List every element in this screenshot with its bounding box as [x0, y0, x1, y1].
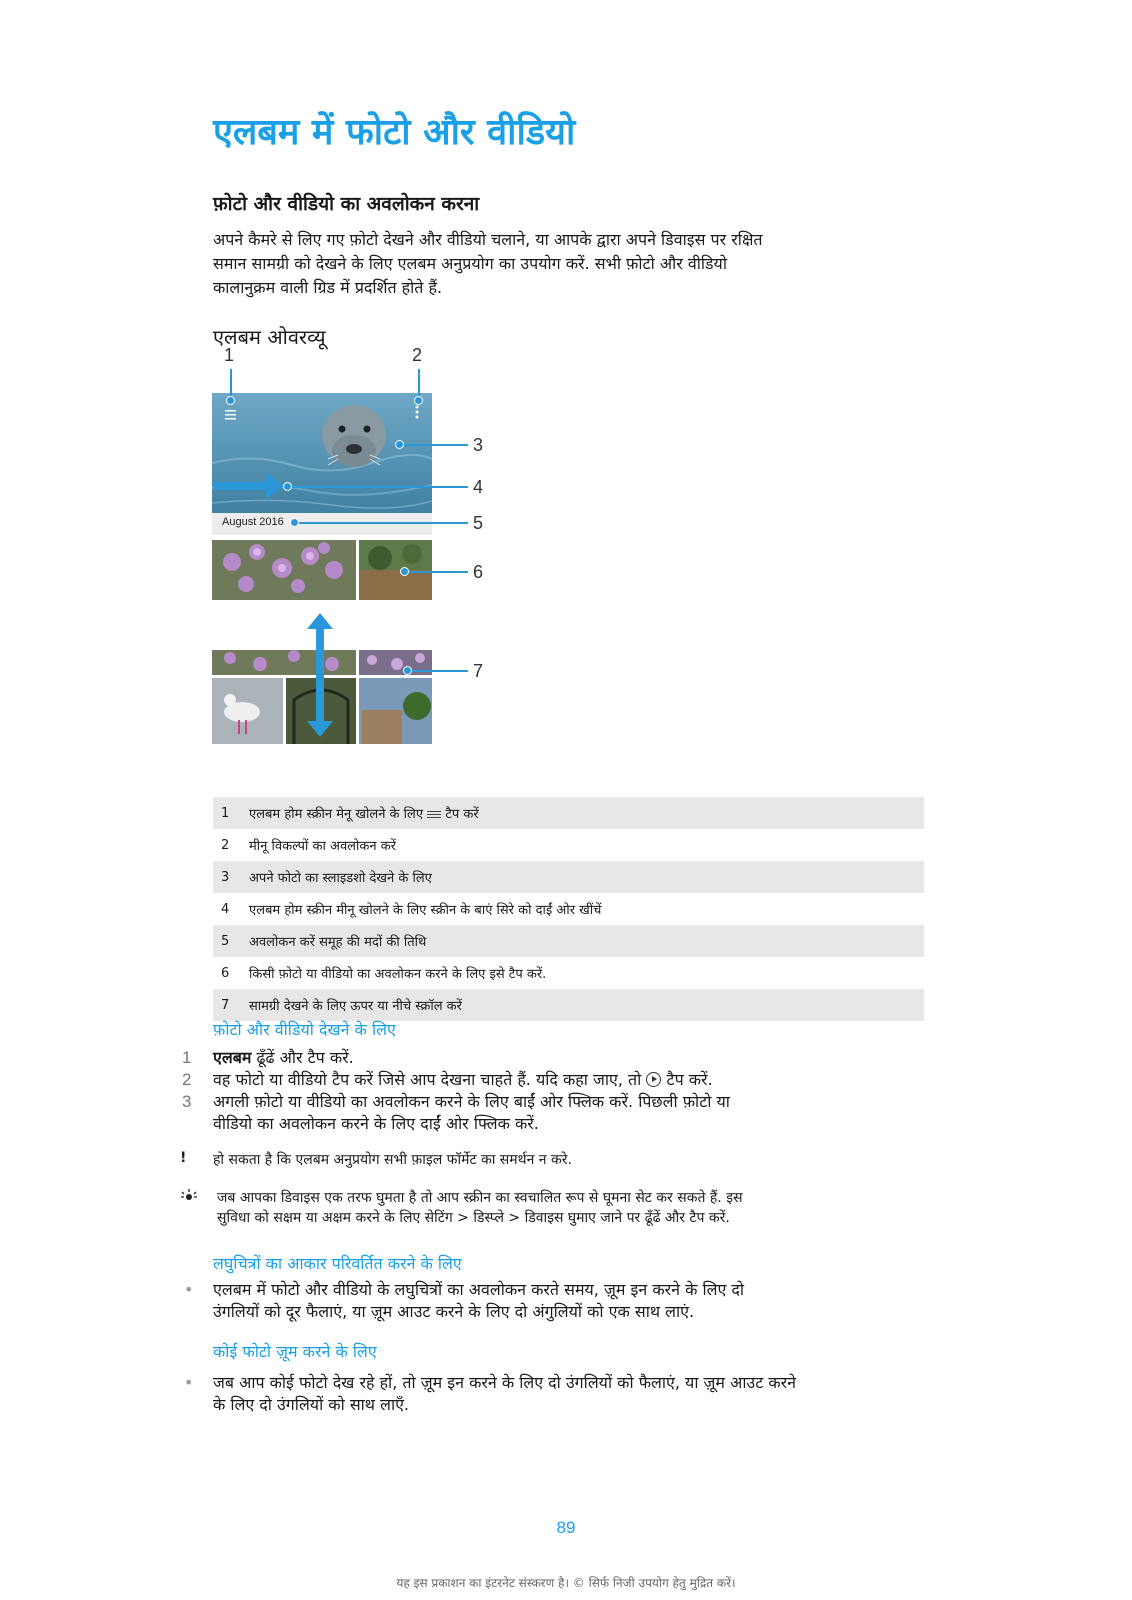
tip-note: जब आपका डिवाइस एक तरफ घुमता है तो आप स्क्रीन का स्वचालित रूप से घूमना सेट कर सकते हैं. इस सुविधा को सक्षम या अक्षम करने के लिए सेटिंग > डिस्प्ले > डिवाइस घुमाए जाने पर ढूँढें और टैप करें.	[180, 1188, 920, 1228]
step-item: 3 अगली फ़ोटो या वीडियो का अवलोकन करने के लिए बाईं ओर फ्लिक करें. पिछली फ़ोटो या वीडियो का अवलोकन करने के लिए दाईं ओर फ्लिक करें.	[182, 1092, 730, 1133]
date-bar	[212, 513, 432, 535]
zoom-heading: कोई फोटो ज़ूम करने के लिए	[213, 1342, 377, 1361]
section-heading: फ़ोटो और वीडियो का अवलोकन करना	[213, 193, 480, 215]
page-number: 89	[556, 1518, 576, 1537]
row-text: एलबम होम स्क्रीन मेनू खोलने के लिए टैप करें	[249, 807, 479, 822]
table-row	[213, 797, 924, 829]
scroll-arrow	[305, 613, 335, 737]
row-number: 1	[221, 805, 230, 821]
table-row: 6 किसी फ़ोटो या वीडियो का अवलोकन करने के लिए इसे टैप करें.	[221, 965, 547, 982]
bullet-item: • जब आप कोई फोटो देख रहे हों, तो ज़ूम इन करने के लिए दो उंगलियों को फैलाएं, या ज़ूम आउट करने के लिए दो उंगलियों को साथ लाएँ.	[184, 1373, 797, 1414]
date-label: August 2016	[222, 516, 284, 528]
table-row: 3 अपने फोटो का स्लाइडशो देखने के लिए	[213, 861, 924, 893]
callout-number: 5	[473, 513, 484, 533]
intro-line: कालानुक्रम वाली ग्रिड में प्रदर्शित होते हैं.	[213, 278, 443, 297]
callout-number: 1	[224, 345, 235, 365]
intro-paragraph	[213, 228, 913, 300]
bullet-item: • एलबम में फोटो और वीडियो के लघुचित्रों का अवलोकन करते समय, ज़ूम इन करने के लिए दो उंगलियों को दूर फैलाएं, या ज़ूम आउट करने के लिए दो अंगुलियों को एक साथ लाएं.	[184, 1280, 745, 1321]
steps-list	[180, 1047, 920, 1135]
callout-number: 6	[473, 562, 484, 582]
play-icon	[646, 1072, 661, 1087]
table-row: 5 अवलोकन करें समूह की मदों की तिथि	[213, 925, 924, 957]
seal-photo	[212, 393, 432, 521]
step-item: 1 एलबम ढूँढें और टैप करें.	[182, 1048, 354, 1067]
table-row: 2 मीनू विकल्पों का अवलोकन करें	[221, 837, 396, 854]
menu-icon	[427, 809, 441, 821]
warning-note: ! हो सकता है कि एलबम अनुप्रयोग सभी फ़ाइल फॉर्मेट का समर्थन न करे.	[180, 1150, 572, 1168]
step-item: 2 वह फोटो या वीडियो टैप करें जिसे आप देखना चाहते हैं. यदि कहा जाए, तो टैप करें.	[182, 1070, 713, 1089]
intro-line: अपने कैमरे से लिए गए फ़ोटो देखने और वीडियो चलाने, या आपके द्वारा अपने डिवाइस पर रक्षित	[213, 230, 763, 249]
tip-icon	[180, 1188, 213, 1228]
footer-text: यह इस प्रकाशन का इंटरनेट संस्करण है। © सिर्फ निजी उपयोग हेतु मुद्रित करें।	[396, 1576, 736, 1590]
warning-icon: !	[180, 1150, 187, 1166]
legend-table	[213, 797, 924, 1021]
album-overview-figure	[200, 345, 500, 765]
table-row: 4 एलबम होम स्क्रीन मीनू खोलने के लिए स्क्रीन के बाएं सिरे को दाईं ओर खींचें	[221, 901, 602, 918]
callout-number: 7	[473, 661, 484, 681]
intro-line: समान सामग्री को देखने के लिए एलबम अनुप्रयोग का उपयोग करें. सभी फ़ोटो और वीडियो	[213, 254, 727, 273]
overview-heading: एलबम ओवरव्यू	[213, 325, 326, 349]
callout-number: 4	[473, 477, 484, 497]
page-title: एलबम में फोटो और वीडियो	[213, 112, 576, 153]
table-row: 7 सामग्री देखने के लिए ऊपर या नीचे स्क्रॉल करें	[213, 989, 924, 1021]
callout-number: 3	[473, 435, 484, 455]
menu-icon[interactable]	[225, 410, 236, 420]
resize-heading: लघुचित्रों का आकार परिवर्तित करने के लिए	[213, 1254, 462, 1273]
more-options-icon[interactable]	[416, 406, 419, 419]
callout-number: 2	[412, 345, 423, 365]
view-heading: फ़ोटो और वीडियो देखने के लिए	[213, 1020, 396, 1039]
